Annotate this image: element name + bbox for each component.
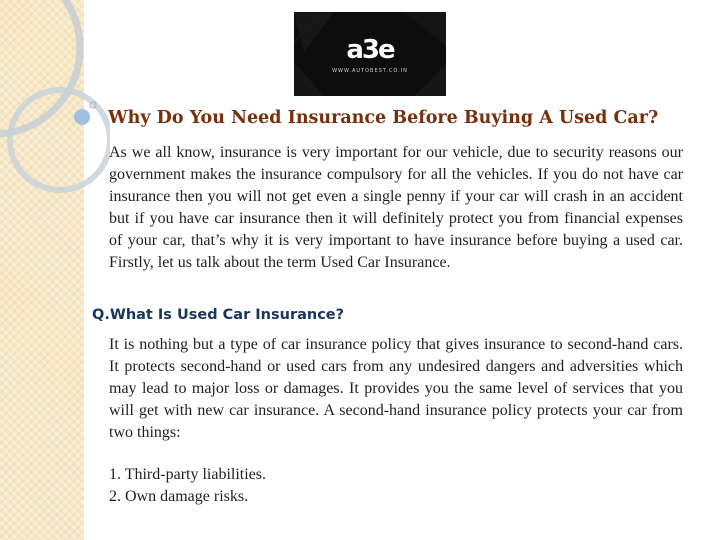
logo-mark: a3e: [346, 35, 394, 65]
brand-logo: [294, 12, 446, 96]
list-item: 2. Own damage risks.: [109, 488, 249, 505]
decorative-side-panel: [0, 0, 84, 540]
protection-list: [109, 464, 266, 508]
logo-url: WWW.AUTOBEST.CO.IN: [332, 68, 408, 74]
list-item: 1. Third-party liabilities.: [109, 466, 267, 483]
answer-paragraph: It is nothing but a type of car insurance policy that gives insurance to second-hand cars. It protects second-hand or used cars from any undesired dangers and adversities which may lead to major loss or damages. It provides you the same level of services that you will get with new car insurance. A second-hand insurance policy protects your car from two things:: [109, 336, 683, 441]
ring-dot-small: [90, 102, 96, 108]
intro-paragraph: As we all know, insurance is very important for our vehicle, due to security reasons our government makes the insurance compulsory for all the vehicles. If you do not have car insurance then you will not get even a single penny if your car will crash in an accident but if you have car insurance then it will definitely protect you from financial expenses of your car, that’s why it is very important to have insurance before buying a used car. Firstly, let us talk about the term Used Car Insurance.: [109, 144, 683, 271]
page-title: Why Do You Need Insurance Before Buying A Used Car?: [108, 108, 659, 128]
section-question-heading: Q.What Is Used Car Insurance?: [92, 307, 345, 323]
